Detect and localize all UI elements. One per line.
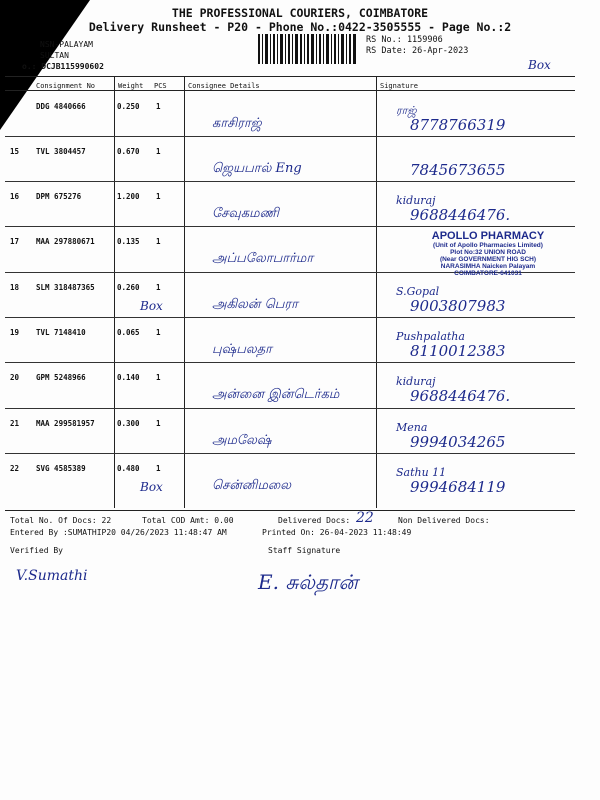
consignment-number: TVL 3804457 — [36, 147, 86, 156]
barcode — [258, 34, 356, 64]
consignment-number: MAA 297880671 — [36, 237, 95, 246]
printed-on: Printed On: 26-04-2023 11:48:49 — [262, 528, 412, 537]
receiver-phone: 9688446476. — [410, 387, 511, 405]
stamp-line: (Unit of Apollo Pharmacies Limited) — [433, 242, 543, 249]
signature-text: Sathu 11 — [396, 466, 447, 479]
weight-value: 0.140 — [117, 373, 140, 382]
doc-number: o.: DCJB115990602 — [22, 62, 104, 71]
non-delivered-docs: Non Delivered Docs: — [398, 516, 490, 525]
stamp-title: APOLLO PHARMACY — [431, 230, 545, 242]
row-serial: 22 — [10, 464, 20, 473]
signature-text: kiduraj — [396, 194, 436, 207]
weight-value: 1.200 — [117, 192, 140, 201]
row-divider — [5, 226, 575, 227]
consignee-name: அகிலன் பெரா — [212, 297, 298, 312]
entered-by: Entered By :SUMATHIP20 04/26/2023 11:48:47 AM — [10, 528, 227, 537]
receiver-phone: 7845673655 — [410, 161, 506, 179]
col-pcs: PCS — [154, 82, 167, 90]
consignment-number: SVG 4585389 — [36, 464, 86, 473]
receiver-phone: 9994684119 — [410, 478, 506, 496]
row-divider — [5, 317, 575, 318]
consignment-number: DDG 4840666 — [36, 102, 86, 111]
consignment-number: TVL 7148410 — [36, 328, 86, 337]
pcs-value: 1 — [156, 237, 161, 246]
row-serial: 20 — [10, 373, 20, 382]
total-docs: Total No. Of Docs: 22 — [10, 516, 112, 525]
consignment-number: DPM 675276 — [36, 192, 82, 201]
row-serial: 18 — [10, 283, 20, 292]
row-serial: 19 — [10, 328, 20, 337]
staff-signature-label: Staff Signature — [268, 546, 341, 555]
receiver-phone: 9688446476. — [410, 206, 511, 224]
pcs-value: 1 — [156, 464, 161, 473]
delivered-docs-label: Delivered Docs: — [278, 516, 351, 525]
col-divider — [184, 76, 185, 508]
table-top-border — [5, 76, 575, 77]
consignee-name: சென்னிமலை — [212, 478, 292, 493]
signature-text: ராஜ் — [396, 104, 417, 117]
area-name: NSN-PALAYAM — [40, 40, 93, 49]
company-title: THE PROFESSIONAL COURIERS, COIMBATORE — [171, 6, 429, 20]
weight-value: 0.065 — [117, 328, 140, 337]
row-serial: 21 — [10, 419, 20, 428]
signature-text: kiduraj — [396, 375, 436, 388]
row-divider — [5, 453, 575, 454]
pcs-value: 1 — [156, 192, 161, 201]
receiver-phone: 9994034265 — [410, 433, 506, 451]
row-divider — [5, 362, 575, 363]
consignee-name: அமலேஷ் — [212, 433, 272, 448]
consignment-number: SLM 318487365 — [36, 283, 95, 292]
row-divider — [5, 408, 575, 409]
signature-text: Mena — [396, 421, 428, 434]
consignee-name: அப்பலோபார்மா — [212, 251, 314, 266]
box-note: Box — [140, 480, 163, 494]
consignment-number: MAA 299581957 — [36, 419, 95, 428]
verified-by-label: Verified By — [10, 546, 63, 555]
runsheet-title: Delivery Runsheet - P20 - Phone No.:0422-3505555 - Page No.:2 — [88, 20, 512, 34]
pcs-value: 1 — [156, 419, 161, 428]
stamp-line: Plot No:32 UNION ROAD — [450, 249, 526, 256]
rs-number: RS No.: 1159906 — [366, 35, 443, 45]
consignee-name: காசிராஜ் — [212, 116, 262, 131]
signature-text: Pushpalatha — [396, 330, 465, 343]
weight-value: 0.250 — [117, 102, 140, 111]
consignee-name: ஜெயபால் Eng — [212, 161, 302, 176]
col-signature: Signature — [380, 82, 418, 90]
pcs-value: 1 — [156, 328, 161, 337]
row-divider — [5, 181, 575, 182]
row-serial: 15 — [10, 147, 20, 156]
consignee-name: புஷ்பலதா — [212, 342, 272, 357]
stamp-line: (Near GOVERNMENT HIG SCH) — [439, 256, 537, 263]
consignment-number: GPM 5248966 — [36, 373, 86, 382]
weight-value: 0.135 — [117, 237, 140, 246]
rs-date: RS Date: 26-Apr-2023 — [366, 46, 469, 56]
pcs-value: 1 — [156, 147, 161, 156]
weight-value: 0.300 — [117, 419, 140, 428]
col-consignee: Consignee Details — [188, 82, 260, 90]
stamp-line: NARASIMHA Naicken Palayam — [440, 263, 536, 270]
row-serial: 16 — [10, 192, 20, 201]
delivered-docs-value: 22 — [356, 510, 374, 526]
table-header-border — [5, 90, 575, 91]
receiver-phone: 8778766319 — [410, 116, 506, 134]
box-note-header: Box — [528, 58, 551, 72]
row-serial: 17 — [10, 237, 20, 246]
box-note: Box — [140, 299, 163, 313]
pharmacy-stamp — [398, 230, 578, 277]
row-divider — [5, 136, 575, 137]
pcs-value: 1 — [156, 102, 161, 111]
receiver-phone: 8110012383 — [410, 342, 506, 360]
total-cod: Total COD Amt: 0.00 — [142, 516, 234, 525]
col-divider — [114, 76, 115, 508]
col-divider — [376, 76, 377, 508]
consignee-name: அன்னை இன்டெர்கம் — [212, 387, 340, 402]
staff-name: SULTAN — [40, 51, 69, 60]
pcs-value: 1 — [156, 373, 161, 382]
signature-text: S.Gopal — [396, 285, 440, 298]
receiver-phone: 9003807983 — [410, 297, 506, 315]
pcs-value: 1 — [156, 283, 161, 292]
weight-value: 0.670 — [117, 147, 140, 156]
col-weight: Weight — [118, 82, 144, 90]
staff-signature: E. சுல்தான் — [258, 570, 358, 594]
consignee-name: சேவுகமணி — [212, 206, 279, 221]
weight-value: 0.480 — [117, 464, 140, 473]
verified-signature: V.Sumathi — [16, 568, 88, 584]
weight-value: 0.260 — [117, 283, 140, 292]
stamp-line: COIMBATORE-641031 — [454, 270, 522, 277]
col-consignment: Consignment No — [36, 82, 96, 90]
footer-border — [5, 510, 575, 511]
